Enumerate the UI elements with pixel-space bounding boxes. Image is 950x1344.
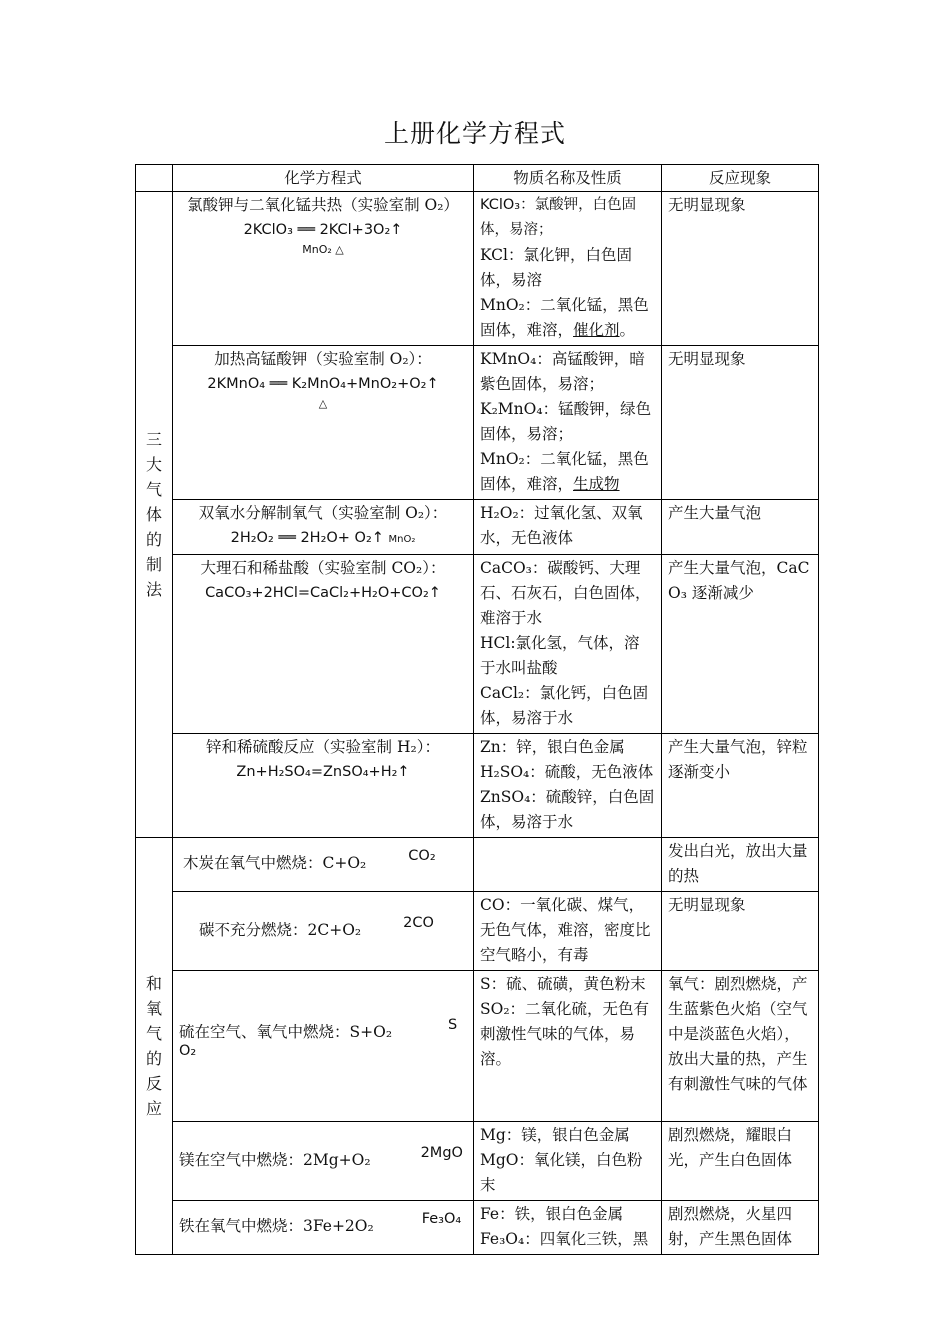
equation-cell <box>173 346 474 500</box>
properties-cell <box>474 500 662 555</box>
properties-cell <box>474 892 662 971</box>
property-line: H₂SO₄：硫酸，无色液体 <box>480 763 654 781</box>
property-line: CaCO₃：碳酸钙、大理石、石灰石，白色固体，难溶于水 <box>480 559 651 627</box>
property-line: K₂MnO₄：锰酸钾，绿色固体，易溶； <box>480 400 652 443</box>
property-line: CaCl₂：氯化钙，白色固体，易溶于水 <box>480 684 649 727</box>
properties-cell <box>474 971 662 1122</box>
equation-product: CO₂ <box>408 848 436 864</box>
equation-formula: 2H₂O₂ ══ 2H₂O+ O₂↑ MnO₂ <box>230 530 416 546</box>
equation-cell <box>173 971 474 1122</box>
table-row <box>136 192 819 346</box>
property-line: HCl:氯化氢，气体，溶于水叫盐酸 <box>480 634 640 677</box>
phenomenon-cell: 无明显现象 <box>662 892 819 971</box>
header-properties: 物质名称及性质 <box>474 165 662 192</box>
equation-cell <box>173 1201 474 1255</box>
underlined-term: 生成物 <box>573 475 620 493</box>
equation-product: Fe₃O₄ <box>421 1211 462 1227</box>
page-title: 上册化学方程式 <box>383 119 566 148</box>
equation-title: 碳不充分燃烧：2C+O₂ 2CO <box>199 914 434 939</box>
properties-cell <box>474 1201 662 1255</box>
group-label-gas-preparation: 三 大 气 体 的 制 法 <box>136 192 173 838</box>
equation-title: 双氧水分解制氧气（实验室制 O₂）： <box>198 504 448 522</box>
group-label-oxygen-reactions: 和 氧 气 的 反 应 <box>136 838 173 1255</box>
properties-cell <box>474 734 662 838</box>
equation-formula: CaCO₃+2HCl=CaCl₂+H₂O+CO₂↑ <box>205 585 441 601</box>
properties-cell <box>474 1122 662 1201</box>
table-row <box>136 892 819 971</box>
header-equation: 化学方程式 <box>173 165 474 192</box>
equation-product: 2CO <box>403 914 434 931</box>
equation-cell <box>173 555 474 734</box>
equation-title: 铁在氧气中燃烧：3Fe+2O₂ Fe₃O₄ <box>179 1211 462 1235</box>
header-blank-cell <box>136 165 173 192</box>
equation-title: 硫在空气、氧气中燃烧：S+O₂ SO₂ <box>179 1016 458 1059</box>
equation-cell <box>173 892 474 971</box>
property-line: CO：一氧化碳、煤气，无色气体，难溶，密度比空气略小，有毒 <box>480 896 651 964</box>
table-row <box>136 500 819 555</box>
equation-cell <box>173 192 474 346</box>
table-row <box>136 346 819 500</box>
property-line: MgO：氧化镁，白色粉末 <box>480 1151 643 1194</box>
phenomenon-cell: 无明显现象 <box>662 192 819 346</box>
properties-cell <box>474 192 662 346</box>
properties-cell <box>474 555 662 734</box>
header-phenomenon: 反应现象 <box>662 165 819 192</box>
table-row <box>136 1201 819 1255</box>
equation-formula: 2KMnO₄ ══ K₂MnO₄+MnO₂+O₂↑ <box>207 376 439 392</box>
table-row <box>136 1122 819 1201</box>
phenomenon-cell: 无明显现象 <box>662 346 819 500</box>
property-line: Fe₃O₄：四氧化三铁，黑 <box>480 1230 649 1248</box>
equation-title: 镁在空气中燃烧：2Mg+O₂ 2MgO <box>179 1144 463 1169</box>
property-line: KCl：氯化钾，白色固体，易溶 <box>480 246 632 289</box>
property-line: ZnSO₄：硫酸锌，白色固体，易溶于水 <box>480 788 655 831</box>
phenomenon-cell: 氧气：剧烈燃烧，产生蓝紫色火焰（空气中是淡蓝色火焰），放出大量的热，产生有刺激性气味的气体 <box>662 971 819 1122</box>
table-row <box>136 734 819 838</box>
property-line: KClO₃：氯酸钾，白色固体，易溶； <box>480 197 637 238</box>
phenomenon-cell: 剧烈燃烧，火星四射，产生黑色固体 <box>662 1201 819 1255</box>
equation-cell <box>173 500 474 555</box>
equation-title: 锌和稀硫酸反应（实验室制 H₂）： <box>206 738 440 756</box>
phenomenon-cell: 产生大量气泡，锌粒逐渐变小 <box>662 734 819 838</box>
phenomenon-cell: 剧烈燃烧，耀眼白光，产生白色固体 <box>662 1122 819 1201</box>
reaction-condition: △ <box>318 397 328 410</box>
property-line: MnO₂：二氧化锰，黑色固体，难溶，催化剂。 <box>480 296 649 339</box>
underlined-term: 催化剂 <box>573 321 620 339</box>
reaction-condition: MnO₂ △ <box>302 243 344 256</box>
reaction-condition: MnO₂ <box>388 534 416 545</box>
table-row <box>136 971 819 1122</box>
equation-title: 加热高锰酸钾（实验室制 O₂）： <box>214 350 432 368</box>
equation-title: 木炭在氧气中燃烧：C+O₂ CO₂ <box>183 848 436 872</box>
equation-cell <box>173 734 474 838</box>
phenomenon-cell: 产生大量气泡，CaCO₃ 逐渐减少 <box>662 555 819 734</box>
equation-table <box>135 164 819 1255</box>
property-line: H₂O₂：过氧化氢、双氧水，无色液体 <box>480 504 643 547</box>
properties-cell <box>474 346 662 500</box>
property-line: MnO₂：二氧化锰，黑色固体，难溶，生成物 <box>480 450 649 493</box>
equation-cell <box>173 838 474 892</box>
phenomenon-cell: 产生大量气泡 <box>662 500 819 555</box>
equation-title: 大理石和稀盐酸（实验室制 CO₂）： <box>200 559 446 577</box>
property-line: SO₂：二氧化硫，无色有刺激性气味的气体，易溶。 <box>480 1000 650 1068</box>
equation-title: 氯酸钾与二氧化锰共热（实验室制 O₂） <box>187 196 459 214</box>
phenomenon-cell: 发出白光，放出大量的热 <box>662 838 819 892</box>
table-header-row <box>136 165 819 192</box>
equation-cell <box>173 1122 474 1201</box>
equation-product: SO₂ <box>179 1016 458 1059</box>
property-line: KMnO₄：高锰酸钾，暗紫色固体，易溶； <box>480 350 645 393</box>
properties-cell <box>474 838 662 892</box>
property-line: Fe：铁，银白色金属 <box>480 1205 624 1223</box>
property-line: Zn：锌，银白色金属 <box>480 738 625 756</box>
equation-product: 2MgO <box>420 1144 463 1161</box>
equation-formula: 2KClO₃ ══ 2KCl+3O₂↑ <box>243 222 403 238</box>
table-row <box>136 838 819 892</box>
equation-formula: Zn+H₂SO₄=ZnSO₄+H₂↑ <box>236 764 410 780</box>
property-line: S：硫、硫磺，黄色粉末 <box>480 975 646 993</box>
table-row <box>136 555 819 734</box>
property-line: Mg：镁，银白色金属 <box>480 1126 630 1144</box>
